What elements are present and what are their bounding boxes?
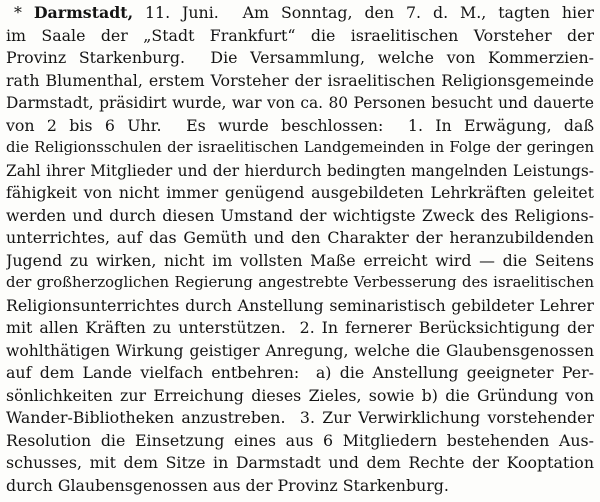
text-line: mit allen Kräften zu unterstützen. 2. In fernerer Berücksichtigung der bbox=[6, 318, 594, 337]
text-line: wohlthätigen Wirkung geistiger Anregung, welche die Glaubensgenossen bbox=[6, 341, 594, 360]
text-line: der großherzoglichen Regierung angestrebte Verbesserung des israelitischen bbox=[6, 274, 594, 291]
text-line: Jugend zu wirken, nicht im vollsten Maße erreicht wird — die Seitens bbox=[6, 250, 594, 270]
article-body bbox=[6, 2, 594, 497]
text-line: von 2 bis 6 Uhr. Es wurde beschlossen: 1. In Erwägung, daß bbox=[6, 115, 594, 135]
text-line-last: durch Glaubensgenossen aus der Provinz Starkenburg. bbox=[6, 475, 449, 495]
article-first-line bbox=[6, 2, 594, 25]
text-line: fähigkeit von nicht immer genügend ausgebildeten Lehrkräften geleitet bbox=[6, 183, 594, 202]
article-dateline-place: Darmstadt, bbox=[33, 3, 134, 22]
text-line: Wander-Bibliotheken anzustreben. 3. Zur Verwirklichung vorstehender bbox=[6, 408, 594, 427]
text-line: sönlichkeiten zur Erreichung dieses Zieles, sowie b) die Gründung von bbox=[6, 385, 594, 405]
text-line: Resolution die Einsetzung eines aus 6 Mitgliedern bestehenden Aus- bbox=[6, 430, 594, 450]
article-first-line-text: 11. Juni. Am Sonntag, den 7. d. M., tagten hier bbox=[133, 3, 594, 22]
text-line: im Saale der „Stadt Frankfurt“ die israelitischen Vorsteher der bbox=[6, 25, 594, 45]
text-line: Provinz Starkenburg. Die Versammlung, welche von Kommerzien- bbox=[6, 48, 594, 67]
text-line: Darmstadt, präsidirt wurde, war von ca. 80 Personen besucht und dauerte bbox=[6, 94, 594, 112]
text-line: rath Blumenthal, erstem Vorsteher der israelitischen Religionsgemeinde bbox=[6, 70, 594, 90]
text-line: unterrichtes, auf das Gemüth und den Charakter der heranzubildenden bbox=[6, 228, 594, 247]
text-line: die Religionsschulen der israelitischen Landgemeinden in Folge der geringen bbox=[6, 139, 594, 156]
footnote-marker: * bbox=[14, 3, 22, 22]
text-line: Religionsunterrichtes durch Anstellung seminaristisch gebildeter Lehrer bbox=[6, 295, 594, 315]
text-line: auf dem Lande vielfach entbehren: a) die Anstellung geeigneter Per- bbox=[6, 363, 594, 382]
text-line: werden und durch diesen Umstand der wichtigste Zweck des Religions- bbox=[6, 205, 594, 225]
text-line: Zahl ihrer Mitglieder und der hierdurch bedingten mangelnden Leistungs- bbox=[6, 161, 594, 180]
text-line: schusses, mit dem Sitze in Darmstadt und dem Rechte der Kooptation bbox=[6, 453, 594, 472]
